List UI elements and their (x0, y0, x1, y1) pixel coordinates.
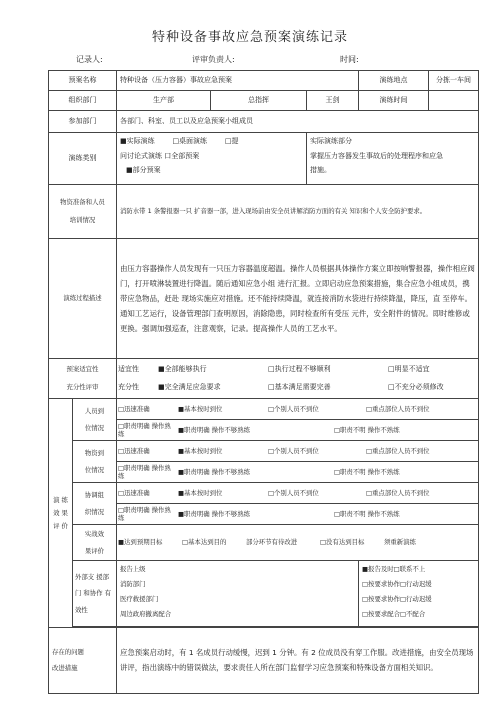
document-title: 特种设备事故应急预案演练记录 (151, 30, 348, 45)
commander-label: 总指挥 (211, 91, 307, 111)
coord-option: □职责不明 操作不熟练 (334, 509, 400, 518)
coord-row-1 (117, 483, 479, 504)
material-label-line: 位情况 (84, 465, 105, 474)
effect-outer-line: 演 练 效 果 (53, 495, 68, 517)
prep-label-line: 培训情况 (69, 215, 96, 224)
external-result: ■报告及时□联系不上 (362, 565, 426, 574)
content-line: 措施。 (310, 166, 331, 175)
commander-value: 王剑 (307, 91, 359, 111)
external-label (73, 561, 117, 627)
type-option-line2: 问讨论式演练 口全部预案 (120, 151, 200, 160)
org-label: 组织部门 (49, 91, 117, 111)
coord-option: ■职责明确 操作不够熟练 (178, 509, 250, 518)
suitability-option: □明显不适宜 (388, 364, 430, 373)
location-value: 分拣一车间 (429, 71, 479, 91)
staff-row-2 (117, 420, 479, 441)
type-option-tabletop: □桌面演练 (172, 137, 208, 145)
issues-label-line: 改进措施 (52, 663, 78, 672)
material-option: ■基本按时到位 (178, 446, 223, 455)
coord-option: □个别人员不到位 (268, 488, 319, 497)
external-party: 报告上级 (120, 565, 146, 574)
external-result: □按要求协作□行动迟缓 (362, 595, 432, 604)
org-value: 生产部 (117, 91, 211, 111)
staff-option: □职责明确 操作熟练 (118, 421, 171, 438)
type-option-partial: ■部分预案 (126, 166, 161, 175)
external-right (359, 561, 479, 627)
material-row-2 (117, 462, 479, 483)
external-result: □按要求协作□行动迟缓 (362, 580, 432, 589)
coord-option: □职责明确 操作熟练 (118, 505, 171, 522)
drill-time-label: 演练时间 (359, 91, 429, 111)
coord-label (73, 483, 117, 525)
actual-label-line: 果评价 (84, 546, 105, 555)
actual-options (117, 525, 479, 561)
actual-option: □基本达到目的 (182, 538, 227, 547)
material-option: □个别人员不到位 (268, 446, 319, 455)
external-party: 周边政府撤离配合 (120, 610, 172, 619)
external-left (117, 561, 359, 627)
staff-option: ■基本按时到位 (178, 404, 223, 413)
coord-option: □重点部位人员不到位 (366, 488, 430, 497)
drill-record-table (48, 70, 479, 694)
coord-option: □迅速准确 (118, 488, 150, 497)
prep-label-line: 物资准备和人员 (60, 197, 105, 206)
coord-label-line: 织情况 (84, 507, 105, 516)
issues-text: 应急预案启动时，有 1 名成员行动缓慢，迟到 1 分钟。有 2 位成员没有穿工作服。改进措施，由安全员现场讲评，指出演练中的错误做法，要求责任人所在部门监督学习应急预案和特殊设备方面相关知识。 (117, 628, 479, 694)
external-party: 消防部门 (120, 580, 146, 589)
staff-row-1 (117, 399, 479, 420)
actual-option: 部分环节有待改进 (246, 538, 298, 547)
external-label-line: 效性 (75, 606, 88, 615)
effect-outer-line: 评 价 (53, 521, 68, 530)
material-option: □重点部位人员不到位 (366, 446, 430, 455)
material-label (73, 441, 117, 483)
eval-label-line: 充分性评审 (66, 382, 99, 391)
staff-option: □职责不明 操作不熟练 (334, 425, 400, 434)
material-row-1 (117, 441, 479, 462)
type-options (117, 133, 307, 185)
plan-name-value: 特种设备（压力容器）事故应急预案 (117, 71, 359, 91)
prep-label (49, 185, 117, 239)
sufficiency-option: ■完全满足应急要求 (158, 382, 221, 391)
sufficiency-option: □不充分必须修改 (388, 382, 444, 391)
actual-label-line: 实战效 (84, 530, 105, 538)
content-line: 掌握压力容器发生事故后的处理程序和应急 (310, 151, 443, 160)
content-line: 实际演练部分 (310, 137, 352, 145)
issues-label-line: 存在的问题 (52, 648, 84, 657)
dept-value: 各部门、科室、员工以及应急预案小组成员 (117, 111, 479, 133)
type-option-question: □提 (224, 137, 239, 145)
suitability-option: □执行过程不够顺利 (268, 364, 331, 373)
actual-option: □没有达到目标 (320, 538, 365, 547)
eval-label-line: 预案适宜性 (66, 364, 99, 373)
type-label: 演练类别 (49, 133, 117, 185)
sufficiency-option: □基本满足需要完善 (268, 382, 331, 391)
plan-name-label: 预案名称 (49, 71, 117, 91)
drill-time-value (429, 91, 479, 111)
process-text: 由压力容器操作人员发现有一只压力容器温度超温。操作人员根据具体操作方案立即按响警报器，操作相应阀门，打开喷淋装置进行降温。随后通知应急小组 进行汇报。立即启动应急预案措施，集合应急小组成员，携带应急物品，赶赴 现场实施应对措施。还不能持续降温，就连接消防水袋进行持续降温，降压，直 至停车。通知工艺运行，设备管理部门查明原因，消除隐患，同时检查所有受压 元件，安全附件的情况。即时维修或更换。强调加强巡查，注意观察，记录。提高操作人员的工艺水平。 (117, 239, 479, 359)
sufficiency-label: 充分性 (118, 382, 139, 391)
staff-option: ■职责明确 操作不够熟练 (178, 425, 250, 434)
coord-option: ■基本按时到位 (178, 488, 223, 497)
actual-label (73, 525, 117, 561)
coord-label-line: 协调组 (84, 490, 105, 499)
time-label: 时间: (340, 55, 359, 64)
type-option-actual: ■实际演练 (120, 137, 155, 145)
material-option: □职责不明 操作不熟练 (334, 467, 400, 476)
suitability-label: 适宜性 (118, 364, 139, 373)
staff-label (73, 399, 117, 441)
staff-option: □迅速准确 (118, 404, 150, 413)
eval-options (117, 359, 479, 399)
type-content (307, 133, 479, 185)
material-label-line: 物资到 (84, 448, 105, 457)
staff-option: □个别人员不到位 (268, 404, 319, 413)
location-label: 演练地点 (359, 71, 429, 91)
issues-label (49, 628, 117, 694)
effect-outer-label (49, 399, 73, 628)
dept-label: 参加部门 (49, 111, 117, 133)
external-label-line: 门 和协作 有 (75, 589, 112, 598)
recorder-label: 记录人: (76, 55, 103, 64)
suitability-option: ■全部能够执行 (158, 364, 207, 373)
eval-label (49, 359, 117, 399)
actual-option: 须重新演练 (384, 538, 416, 547)
external-party: 医疗救援部门 (120, 595, 159, 604)
staff-option: □重点部位人员不到位 (366, 404, 430, 413)
reviewer-label: 评审负责人: (192, 55, 235, 64)
material-option: □迅速准确 (118, 446, 150, 455)
staff-label-line: 位情况 (84, 423, 105, 432)
prep-value: 消防水带 1 条警报器一只 扩音器一部，进入现场前由安全员讲解消防方面的有关 知识和个人安全防护要求。 (117, 185, 479, 239)
staff-label-line: 人员到 (84, 406, 105, 415)
process-label: 演练过程描述 (49, 239, 117, 359)
coord-row-2 (117, 504, 479, 525)
actual-option: ■达到预期目标 (118, 538, 163, 547)
eval-options-grid (117, 361, 478, 397)
external-label-line: 外部支 援部 (75, 572, 109, 581)
external-result: □按要求配合□不配合 (362, 610, 426, 619)
material-option: □职责明确 操作熟练 (118, 463, 171, 480)
material-option: ■职责明确 操作不够熟练 (178, 467, 250, 476)
